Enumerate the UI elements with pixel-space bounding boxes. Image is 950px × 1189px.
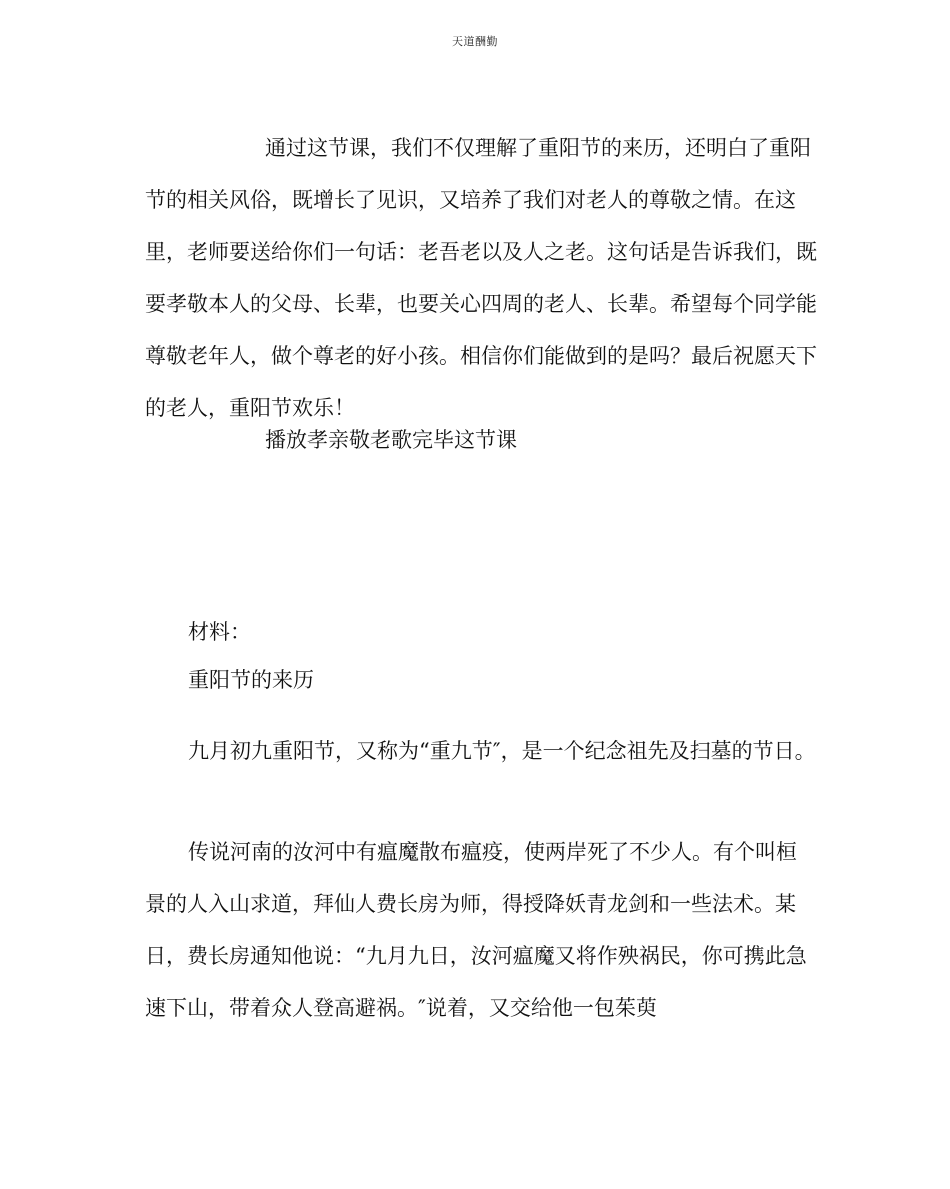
material-label: 材料： xyxy=(188,620,251,644)
origin-paragraph-2: 传说河南的汝河中有瘟魔散布瘟疫，使两岸死了不少人。有个叫桓景的人入山求道，拜仙人费长房为师，得授降妖青龙剑和一些法术。某日，费长房通知他说：“九月九日，汝河瘟魔又将作殃祸民，你可携此急速下山，带着众人登高避祸。″说着，又交给他一包茱萸 xyxy=(145,840,807,1020)
closing-line: 播放孝亲敬老歌完毕这节课 xyxy=(265,428,517,452)
origin-paragraph-1: 九月初九重阳节，又称为“重九节″，是一个纪念祖先及扫墓的节日。 xyxy=(188,739,816,763)
conclusion-paragraph: 通过这节课，我们不仅理解了重阳节的来历，还明白了重阳节的相关风俗，既增长了见识，又培养了我们对老人的尊敬之情。在这里，老师要送给你们一句话：老吾老以及人之老。这句话是告诉我们，既要孝敬本人的父母、长辈，也要关心四周的老人、长辈。希望每个同学能尊敬老年人，做个尊老的好小孩。相信你们能做到的是吗？最后祝愿天下的老人，重阳节欢乐！ xyxy=(145,136,817,420)
page-header: 天道酬勤 xyxy=(452,35,498,48)
material-title: 重阳节的来历 xyxy=(188,668,314,692)
